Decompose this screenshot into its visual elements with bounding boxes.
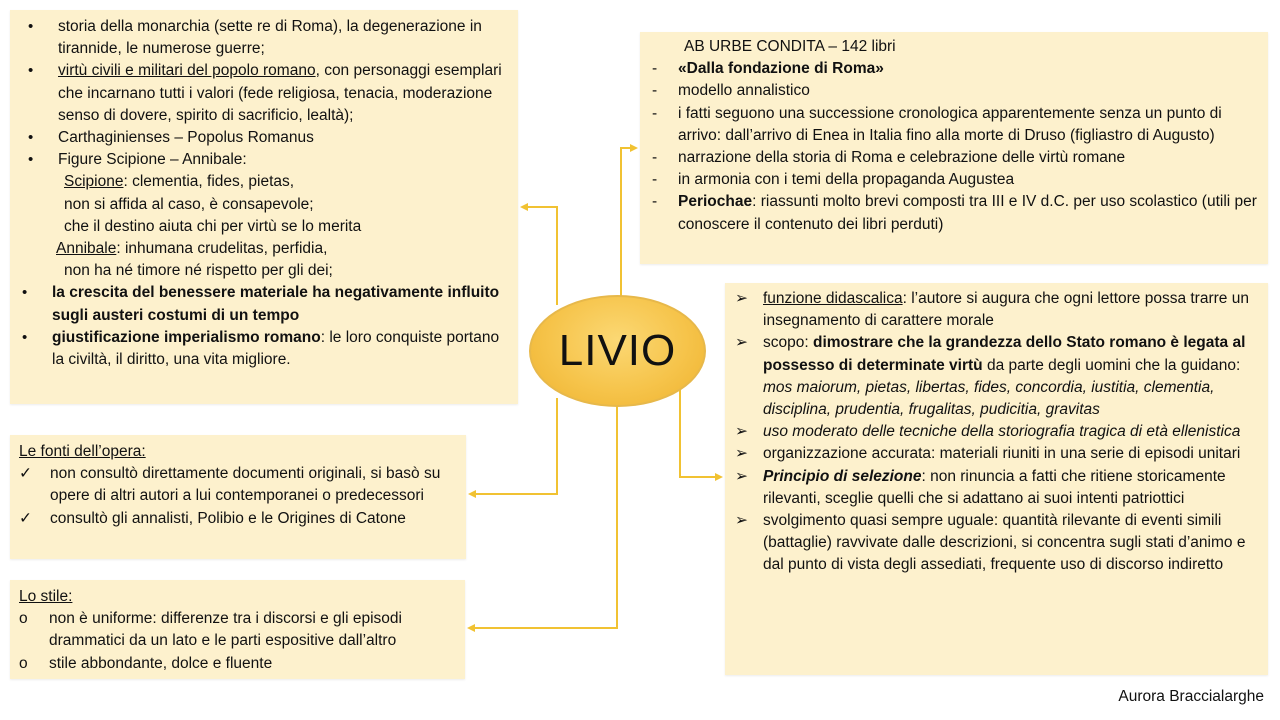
bullet-marker: • [22,328,28,346]
list-item [19,463,456,507]
list-item [22,216,508,238]
list-item [735,332,1258,421]
bullet-marker: • [22,284,28,302]
bullet-marker: ✓ [19,509,32,527]
bullet-marker: ➢ [735,290,748,307]
bullet-marker: • [28,62,34,80]
text-run: Periochae [678,193,753,211]
bullet-marker: ➢ [735,467,748,485]
work-box [640,32,1268,264]
text-run: i fatti seguono una successione cronologica apparentemente senza un punto di arrivo: dall’arrivo di Enea in Italia fino alla morte di Druso (figliastro di Augusto) [678,104,1222,144]
text-run: in armonia con i temi della propaganda Augustea [678,171,1015,189]
text-run: Figure Scipione – Annibale: [58,151,247,169]
bullet-marker: ✓ [19,465,32,483]
list-item [22,16,508,60]
bullet-marker: - [652,149,658,167]
list-item [22,60,508,127]
connector-to-work [621,148,636,305]
text-run: : non rinuncia a fatti che ritiene storicamente rilevanti, sceglie quelli che si adattano ai suoi intenti patriottici [763,467,1226,507]
sources-box [10,435,466,559]
central-title: LIVIO [558,326,677,375]
list-item [19,653,455,675]
text-run: non consultò direttamente documenti originali, si basò su opere di altri autori a lui contemporanei o predecessori [50,465,441,505]
central-node [529,295,706,407]
bullet-marker: o [19,610,28,628]
text-run: : le loro conquiste portano la civiltà, il diritto, una vita migliore. [52,328,500,369]
style-heading: Lo stile: [19,588,73,605]
text-run: mos maiorum, pietas, libertas, fides, concordia, iustitia, clementia, disciplina, prudentia, frugalitas, pudicitia, gravitas [763,378,1215,419]
bullet-marker: • [28,18,34,35]
list-item [22,194,508,216]
connector-to-sources [470,398,557,494]
text-run: scopo: [763,334,813,352]
list-item [22,171,508,193]
list-item [19,508,456,530]
style-list [19,608,455,675]
text-run: uso moderato delle tecniche della storiografia tragica di età ellenistica [763,423,1241,441]
list-item [22,238,508,260]
text-run: storia della monarchia (sette re di Roma), la degenerazione in tirannide, le numerose guerre; [58,18,482,58]
sources-list [19,463,456,530]
text-run: , con personaggi esemplari che incarnano tutti i valori (fede religiosa, tenacia, moderazione senso di dovere, spirito di sacrificio, lealtà); [58,62,502,124]
list-item [650,58,1258,80]
text-run: «Dalla fondazione di Roma» [678,60,884,78]
list-item [735,443,1258,465]
bullet-marker: • [28,151,34,169]
text-run: : riassunti molto brevi composti tra III e IV d.C. per uso scolastico (utili per conoscere il contenuto dei libri perduti) [678,193,1257,233]
list-item [22,149,508,171]
list-item [22,127,508,149]
bullet-marker: - [652,171,658,189]
sources-heading: Le fonti dell’opera: [19,443,146,460]
text-run: giustificazione imperialismo romano [52,328,321,346]
text-run: che il destino aiuta chi per virtù se lo merita [64,217,362,235]
text-run: funzione didascalica [763,290,903,307]
list-item [650,80,1258,102]
list-item [650,169,1258,191]
style-box [10,580,465,679]
bullet-marker: - [652,193,658,211]
bullet-marker: - [652,104,658,122]
list-item [650,103,1258,147]
text-run: stile abbondante, dolce e fluente [49,654,273,672]
text-run: Principio di selezione [763,467,922,485]
text-run: : l’autore si augura che ogni lettore possa trarre un insegnamento di carattere morale [763,290,1249,330]
bullet-marker: - [652,82,658,100]
text-run: da parte degli uomini che la guidano: [982,356,1241,374]
list-item [22,282,508,326]
list-item [735,510,1258,577]
list-item [22,260,508,282]
work-list [650,58,1258,236]
text-run: : inhumana crudelitas, perfidia, [116,240,328,258]
text-run: modello annalistico [678,82,810,100]
list-item [735,288,1258,332]
text-run: Carthaginienses – Popolus Romanus [58,129,314,147]
text-run: la crescita del benessere materiale ha negativamente influito sugli austeri costumi di un tempo [52,284,500,324]
work-title: AB URBE CONDITA – 142 libri [684,38,896,55]
text-run: Scipione [64,173,124,191]
connector-to-themes [522,207,557,305]
bullet-marker: - [652,60,658,78]
text-run: virtù civili e militari del popolo romano [58,62,316,80]
text-run: organizzazione accurata: materiali riuniti in una serie di episodi unitari [763,445,1241,463]
bullet-marker: ➢ [735,423,748,441]
text-run: consultò gli annalisti, Polibio e le Origines di Catone [50,509,406,527]
bullet-marker: • [28,129,34,147]
list-item [19,608,455,652]
text-run: : clementia, fides, pietas, [123,173,295,191]
list-item [735,466,1258,510]
text-run: narrazione della storia di Roma e celebrazione delle virtù romane [678,149,1126,167]
text-run: non si affida al caso, è consapevole; [64,195,314,213]
themes-list [22,16,508,371]
list-item [22,327,508,371]
text-run: non è uniforme: differenze tra i discorsi e gli episodi drammatici da un lato e le parti espositive dall’altro [49,610,402,650]
bullet-marker: ➢ [735,334,748,352]
text-run: svolgimento quasi sempre uguale: quantità rilevante di eventi simili (battaglie) ravvivate dalle descrizioni, si concentra sugli stati d’animo e dal punto di vista degli assediati, frequente uso di discorso indiretto [763,512,1246,574]
list-item [650,191,1258,235]
bullet-marker: ➢ [735,512,748,530]
list-item [735,421,1258,443]
bullet-marker: o [19,654,28,672]
method-box [725,283,1268,675]
text-run: dimostrare che la grandezza dello Stato romano è legata al possesso di determinate virtù [763,334,1246,374]
text-run: Annibale [56,240,117,258]
method-list [735,288,1258,577]
author-credit: Aurora Braccialarghe [1118,688,1264,705]
bullet-marker: ➢ [735,445,748,463]
themes-box [10,10,518,404]
connector-to-style [469,406,617,628]
text-run: non ha né timore né rispetto per gli dei; [64,262,333,280]
list-item [650,147,1258,169]
